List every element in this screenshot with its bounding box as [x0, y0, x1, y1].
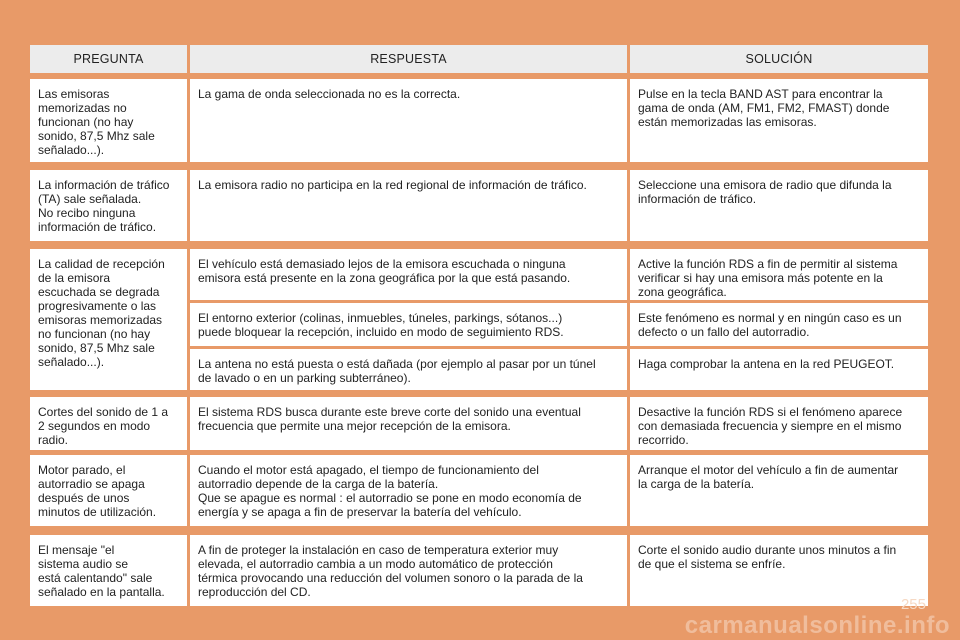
respuesta-cell: El sistema RDS busca durante este breve corte del sonido una eventual frecuencia que permite una mejor recepción de la emisora. — [190, 397, 627, 450]
pregunta-cell: Las emisoras memorizadas no funcionan (no hay sonido, 87,5 Mhz sale señalado...). — [30, 79, 187, 162]
header-solucion: SOLUCIÓN — [630, 45, 928, 73]
solucion-cell: Desactive la función RDS si el fenómeno aparece con demasiada frecuencia y siempre en el mismo recorrido. — [630, 397, 928, 450]
page-number: 255 — [900, 596, 926, 613]
solucion-cell: Corte el sonido audio durante unos minutos a fin de que el sistema se enfríe. — [630, 535, 928, 606]
watermark: carmanualsonline.info — [684, 612, 950, 639]
solucion-cell: Active la función RDS a fin de permitir al sistema verificar si hay una emisora más potente en la zona geográfica. — [630, 249, 928, 300]
pregunta-cell: El mensaje "el sistema audio se está calentando" sale señalado en la pantalla. — [30, 535, 187, 606]
respuesta-cell: El entorno exterior (colinas, inmuebles, túneles, parkings, sótanos...) puede bloquear la recepción, incluido en modo de seguimiento RDS. — [190, 303, 627, 346]
solucion-cell: Seleccione una emisora de radio que difunda la información de tráfico. — [630, 170, 928, 241]
solucion-cell: Pulse en la tecla BAND AST para encontrar la gama de onda (AM, FM1, FM2, FMAST) donde están memorizadas las emisoras. — [630, 79, 928, 162]
pregunta-cell: La información de tráfico (TA) sale señalada. No recibo ninguna información de tráfico. — [30, 170, 187, 241]
solucion-cell: Este fenómeno es normal y en ningún caso es un defecto o un fallo del autorradio. — [630, 303, 928, 346]
pregunta-cell: Motor parado, el autorradio se apaga después de unos minutos de utilización. — [30, 455, 187, 526]
solucion-cell: Arranque el motor del vehículo a fin de aumentar la carga de la batería. — [630, 455, 928, 526]
solucion-cell: Haga comprobar la antena en la red PEUGEOT. — [630, 349, 928, 390]
table-header — [30, 45, 928, 73]
respuesta-cell: El vehículo está demasiado lejos de la emisora escuchada o ninguna emisora está presente en la zona geográfica por la que está pasando. — [190, 249, 627, 300]
pregunta-cell: La calidad de recepción de la emisora escuchada se degrada progresivamente o las emisoras memorizadas no funcionan (no hay sonido, 87,5 Mhz sale señalado...). — [30, 249, 187, 390]
respuesta-cell: La antena no está puesta o está dañada (por ejemplo al pasar por un túnel de lavado o en un parking subterráneo). — [190, 349, 627, 390]
header-pregunta: PREGUNTA — [30, 45, 187, 73]
pregunta-cell: Cortes del sonido de 1 a 2 segundos en modo radio. — [30, 397, 187, 450]
respuesta-cell: A fin de proteger la instalación en caso de temperatura exterior muy elevada, el autorradio cambia a un modo automático de protección térmica provocando una reducción del volumen sonoro o la parada de la reproducción del CD. — [190, 535, 627, 606]
header-respuesta: RESPUESTA — [190, 45, 627, 73]
respuesta-cell: La emisora radio no participa en la red regional de información de tráfico. — [190, 170, 627, 241]
respuesta-cell: Cuando el motor está apagado, el tiempo de funcionamiento del autorradio depende de la carga de la batería. Que se apague es normal : el autorradio se pone en modo economía de energía y se apaga a fin de preservar la batería del vehículo. — [190, 455, 627, 526]
respuesta-cell: La gama de onda seleccionada no es la correcta. — [190, 79, 627, 162]
